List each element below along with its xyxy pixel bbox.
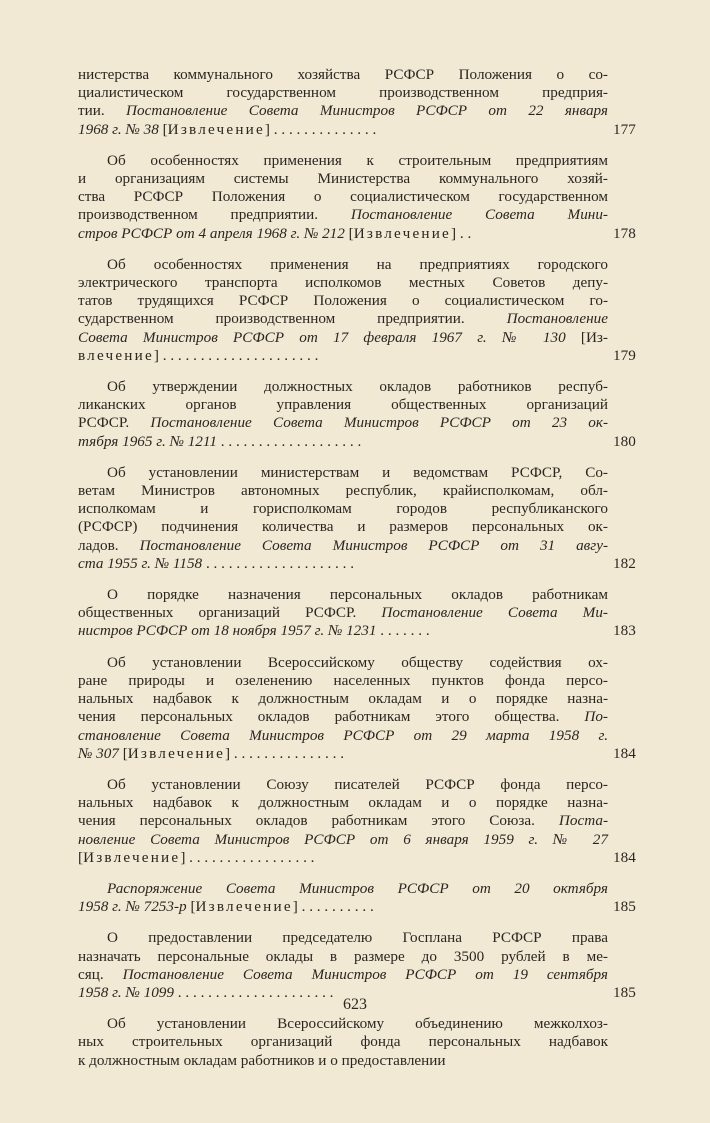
toc-entry-line — [78, 152, 608, 170]
toc-page-ref: 184 — [613, 744, 636, 762]
text-run: . . . . . . . . . . . . . . . . . . . . — [202, 554, 355, 572]
text-run: назначать персональные оклады в размере до 3500 рублей в ме- — [78, 947, 608, 965]
toc-entry-line — [78, 537, 608, 555]
toc-page-ref: 185 — [613, 898, 636, 916]
text-run: [ — [158, 120, 168, 138]
toc-entry-line — [78, 225, 608, 243]
toc-entry-line — [78, 727, 608, 745]
toc-page-ref: 185 — [613, 983, 636, 1001]
toc-entry-line — [78, 292, 608, 310]
toc-entry-line — [78, 170, 608, 188]
toc-entry — [78, 653, 636, 763]
toc-entry-line — [78, 966, 608, 984]
text-run: ] . . . . . . . . . . . . . . . . . — [180, 848, 315, 866]
text-run: (РСФСР) подчинения количества и размеров персональных ок- — [78, 518, 608, 536]
text-run: нальных надбавок к должностным окладам и о порядке назна- — [78, 690, 608, 708]
text-run: ных строительных организаций фонда персональных надбавок — [78, 1033, 608, 1051]
toc-page-ref: 184 — [613, 848, 636, 866]
text-run: [ — [78, 848, 84, 866]
toc-entry-line — [78, 898, 608, 916]
text-run: Извлечение — [195, 898, 293, 916]
toc-entry-line — [78, 378, 608, 396]
text-run: Об особенностях применения на предприятиях городского — [107, 255, 608, 273]
text-run: производственном предприятии. — [78, 206, 351, 224]
toc-entry-line — [78, 794, 608, 812]
toc-entry-line — [78, 880, 608, 898]
toc-entry — [78, 879, 636, 916]
text-run: ] . . . . . . . . . . . . . . . — [225, 744, 344, 762]
toc-entry-line — [78, 654, 608, 672]
text-run: Постановление Совета Ми- — [381, 604, 608, 622]
text-run: Об утверждении должностных окладов работников респуб- — [107, 378, 608, 396]
text-run: 1958 г. № 7253-р — [78, 898, 187, 916]
toc-entry-line — [78, 500, 608, 518]
page-number: 623 — [343, 996, 367, 1013]
text-run: ветам Министров автономных республик, крайисполкомам, обл- — [78, 482, 608, 500]
text-run: . . . . . . . . . . . . . . . . . . . — [216, 432, 362, 450]
toc-entry-line — [78, 66, 608, 84]
text-run: Совета Министров РСФСР от 17 февраля 1967 г. № 130 — [78, 328, 566, 346]
toc-entry-line — [78, 464, 608, 482]
text-run: Распоряжение Совета Министров РСФСР от 20 октября — [107, 879, 608, 897]
text-run: . . . . . . . — [376, 622, 430, 640]
toc-entry — [78, 255, 636, 365]
text-run: ста 1955 г. № 1158 — [78, 554, 203, 572]
toc-page-ref: 182 — [613, 554, 636, 572]
text-run: Об установлении Всероссийскому объединению межколхоз- — [107, 1015, 608, 1033]
text-run: Об особенностях применения к строительным предприятиям — [107, 151, 608, 169]
text-run: Постановление — [506, 310, 608, 328]
text-run: тября 1965 г. № 1211 — [78, 432, 217, 450]
text-run: ] . . — [451, 224, 472, 242]
text-run: ране природы и озеленению населенных пунктов фонда персо- — [78, 671, 608, 689]
text-run: [Из- — [565, 328, 608, 346]
toc-entry-line — [78, 586, 608, 604]
text-run: 1968 г. № 38 — [78, 120, 159, 138]
text-run: Об установлении Всероссийскому обществу содействия ох- — [107, 653, 608, 671]
text-run: исполкомам и горисполкомам городов республиканского — [78, 500, 608, 518]
text-run: нистров РСФСР от 18 ноября 1957 г. № 1231 — [78, 622, 377, 640]
text-run: . . . . . . . . . . . . . . . . . . . . . — [173, 983, 334, 1001]
toc-entry-line — [78, 672, 608, 690]
toc-page-ref: 177 — [613, 120, 636, 138]
text-run: [ — [186, 898, 196, 916]
text-run: Постановление Совета Мини- — [350, 206, 608, 224]
text-run: ] . . . . . . . . . . — [292, 898, 374, 916]
table-of-contents — [78, 66, 636, 1083]
toc-entry-line — [78, 347, 608, 365]
toc-entry-line — [78, 812, 608, 830]
text-run: ладов. — [78, 536, 140, 554]
text-run: Об установлении министерствам и ведомствам РСФСР, Со- — [107, 463, 608, 481]
toc-entry-line — [78, 708, 608, 726]
text-run: О предоставлении председателю Госплана РСФСР права — [107, 929, 608, 947]
toc-entry-line — [78, 102, 608, 120]
toc-entry-line — [78, 274, 608, 292]
text-run: Постановление Совета Министров РСФСР от 31 авгу- — [139, 536, 609, 554]
toc-entry-line — [78, 414, 608, 432]
text-run: Постановление Совета Министров РСФСР от 19 сентября — [122, 965, 608, 983]
text-run: нальных надбавок к должностным окладам и о порядке назна- — [78, 794, 608, 812]
toc-entry-line — [78, 256, 608, 274]
text-run: общественных организаций РСФСР. — [78, 604, 382, 622]
toc-entry-line — [78, 604, 608, 622]
text-run: новление Совета Министров РСФСР от 6 января 1959 г. № 27 — [78, 830, 608, 848]
text-run: [ — [344, 224, 354, 242]
text-run: татов трудящихся РСФСР Положения о социалистическом го- — [78, 292, 608, 310]
toc-entry-line — [78, 188, 608, 206]
toc-entry-line — [78, 329, 608, 347]
toc-entry — [78, 586, 636, 641]
toc-entry — [78, 1015, 608, 1070]
toc-entry-line — [78, 433, 608, 451]
toc-entry — [78, 378, 636, 451]
toc-entry-line — [78, 310, 608, 328]
toc-page-ref: 179 — [613, 346, 636, 364]
toc-entry-line — [78, 482, 608, 500]
text-run: электрического транспорта исполкомов местных Советов депу- — [78, 274, 608, 292]
toc-entry — [78, 463, 636, 573]
toc-entry-line — [78, 555, 608, 573]
toc-entry-line — [78, 948, 608, 966]
text-run: О порядке назначения персональных окладов работникам — [107, 586, 608, 604]
toc-entry-line — [78, 84, 608, 102]
toc-entry-line — [78, 776, 608, 794]
toc-entry — [78, 775, 636, 867]
text-run: 1958 г. № 1099 — [78, 983, 174, 1001]
toc-entry-line — [78, 518, 608, 536]
text-run: чения персональных окладов работникам этого Союза. — [78, 812, 559, 830]
text-run: Об установлении Союзу писателей РСФСР фонда персо- — [107, 775, 608, 793]
toc-entry-line — [78, 849, 608, 867]
toc-entry-line — [78, 831, 608, 849]
text-run: Извлечение — [127, 744, 226, 762]
toc-page-ref: 178 — [613, 224, 636, 242]
text-run: Извлечение — [353, 224, 451, 242]
text-run: циалистическом государственном производственном предприя- — [78, 84, 608, 102]
text-run: Поста- — [558, 812, 608, 830]
toc-entry-line — [78, 690, 608, 708]
text-run: влечение — [78, 346, 154, 364]
toc-entry — [78, 66, 636, 139]
text-run: РСФСР. — [78, 414, 151, 432]
toc-entry-line — [78, 745, 608, 763]
text-run: чения персональных окладов работникам этого общества. — [78, 708, 585, 726]
toc-entry-line — [78, 396, 608, 414]
toc-entry-line — [78, 206, 608, 224]
text-run: становление Совета Министров РСФСР от 29 марта 1958 г. — [78, 726, 608, 744]
toc-entry-line — [78, 1033, 608, 1051]
text-run: ства РСФСР Положения о социалистическом государственном — [78, 188, 608, 206]
text-run: к должностным окладам работников и о предоставлении — [78, 1051, 446, 1069]
text-run: Извлечение — [167, 120, 265, 138]
text-run: [ — [118, 744, 128, 762]
text-run: сударственном производственном предприятии. — [78, 310, 507, 328]
toc-entry-line — [78, 1015, 608, 1033]
text-run: По- — [584, 708, 608, 726]
toc-entry-line — [78, 622, 608, 640]
toc-entry-line — [78, 1052, 608, 1070]
text-run: тии. — [78, 102, 127, 120]
text-run: ] . . . . . . . . . . . . . . . . . . . . . — [153, 346, 319, 364]
text-run: № 307 — [78, 744, 119, 762]
text-run: Постановление Совета Министров РСФСР от 23 ок- — [150, 414, 609, 432]
text-run: и организациям системы Министерства коммунального хозяй- — [78, 170, 608, 188]
toc-page-ref: 183 — [613, 622, 636, 640]
toc-entry-line — [78, 929, 608, 947]
text-run: сяц. — [78, 965, 123, 983]
toc-entry — [78, 151, 636, 243]
text-run: ликанских органов управления общественных организаций — [78, 396, 608, 414]
text-run: стров РСФСР от 4 апреля 1968 г. № 212 — [78, 224, 345, 242]
toc-entry-line — [78, 121, 608, 139]
text-run: ] . . . . . . . . . . . . . . — [264, 120, 377, 138]
text-run: Извлечение — [83, 848, 181, 866]
text-run: Постановление Совета Министров РСФСР от 22 января — [126, 102, 608, 120]
toc-entry — [78, 929, 636, 1002]
text-run: нистерства коммунального хозяйства РСФСР Положения о со- — [78, 66, 608, 83]
toc-page-ref: 180 — [613, 432, 636, 450]
